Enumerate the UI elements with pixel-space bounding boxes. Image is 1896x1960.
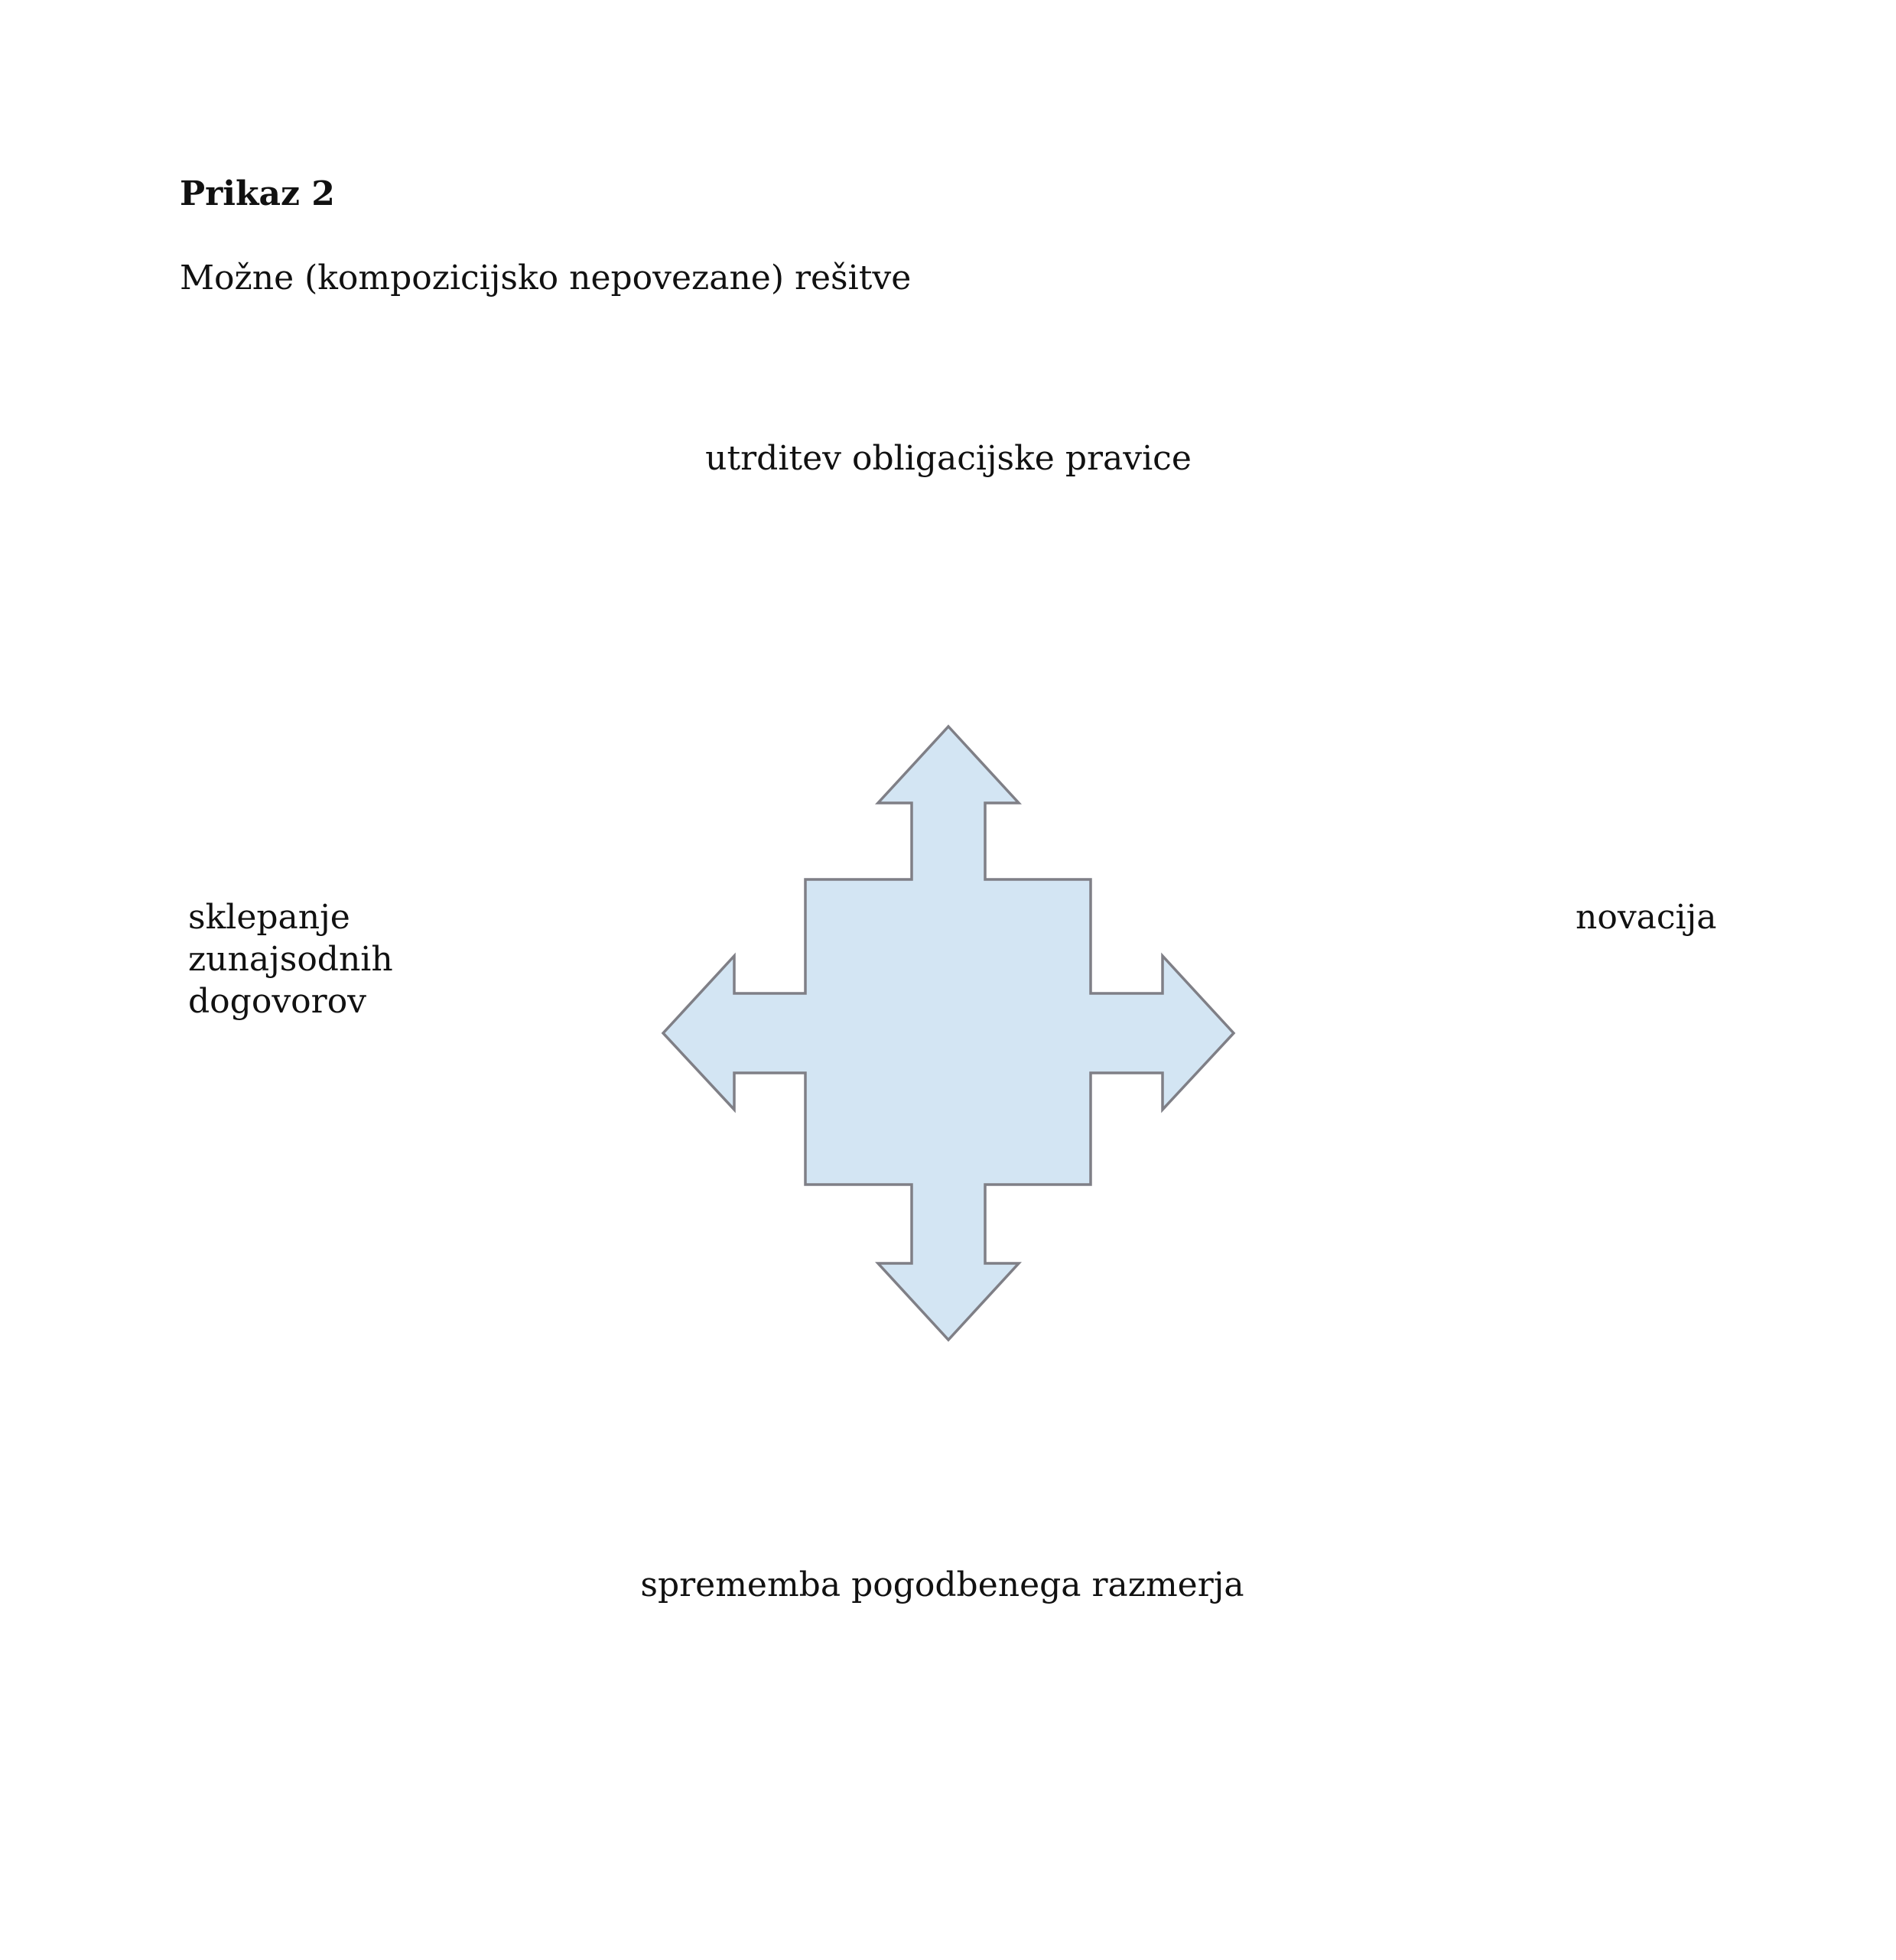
- label-left: [188, 896, 393, 1022]
- label-left-line-3: dogovorov: [188, 982, 367, 1021]
- label-right: novacija: [1576, 898, 1717, 937]
- figure-subtitle: Možne (kompozicijsko nepovezane) rešitve: [180, 258, 912, 297]
- four-way-arrow-shape: [663, 726, 1234, 1340]
- figure-title: Prikaz 2: [180, 174, 335, 213]
- label-bottom: sprememba pogodbenega razmerja: [640, 1565, 1244, 1604]
- label-left-line-2: zunajsodnih: [188, 940, 393, 979]
- label-top: utrditev obligacijske pravice: [705, 439, 1192, 478]
- label-left-line-1: sklepanje: [188, 898, 350, 937]
